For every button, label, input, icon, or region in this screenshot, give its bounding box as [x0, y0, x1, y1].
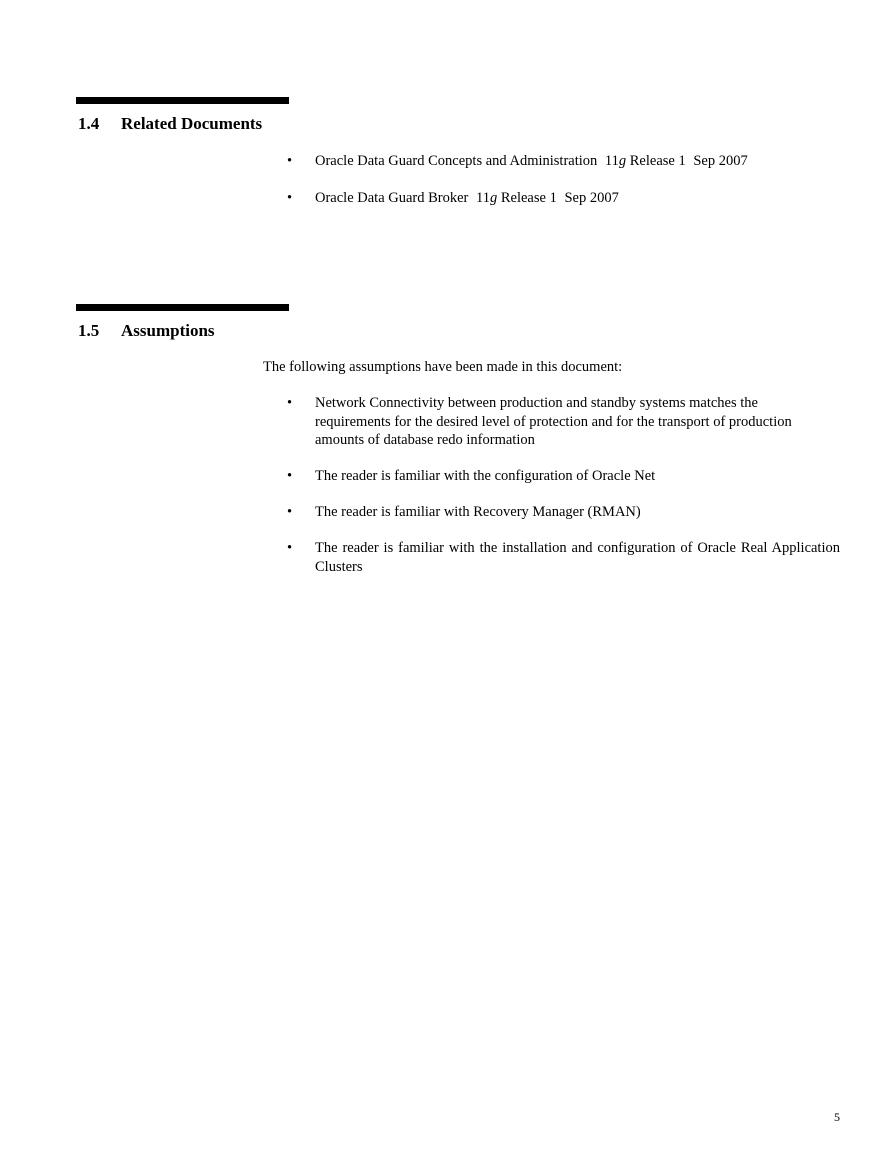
document-date: Sep 2007	[693, 153, 748, 169]
list-item	[263, 189, 840, 208]
assumptions-list	[263, 394, 840, 594]
section-heading-1-5	[78, 321, 215, 341]
document-date: Sep 2007	[564, 189, 619, 206]
bullet-icon: •	[287, 153, 293, 169]
assumptions-intro: The following assumptions have been made in this document:	[263, 359, 623, 375]
section-rule-1-5	[76, 304, 289, 311]
section-title: Assumptions	[121, 321, 215, 340]
bullet-icon: •	[287, 540, 293, 556]
section-rule-1-4	[76, 97, 289, 104]
document-version: 11	[476, 189, 490, 206]
assumption-text: The reader is familiar with the installation and configuration of Oracle Real Application Clusters	[315, 540, 840, 575]
section-title: Related Documents	[121, 114, 263, 133]
assumption-text: The reader is familiar with Recovery Manager (RMAN)	[315, 504, 641, 520]
bullet-icon: •	[287, 468, 293, 484]
assumption-text: The reader is familiar with the configuration of Oracle Net	[315, 468, 656, 484]
document-release: Release 1	[500, 189, 557, 206]
document-name: Oracle Data Guard Broker	[315, 189, 469, 206]
page-number: 5	[834, 1110, 840, 1124]
list-item	[263, 503, 840, 522]
document-release: Release 1	[629, 153, 686, 169]
bullet-icon: •	[287, 395, 293, 411]
list-item	[263, 539, 840, 576]
bullet-icon: •	[287, 189, 293, 206]
document-version-suffix: g	[489, 189, 498, 206]
bullet-icon: •	[287, 504, 293, 520]
section-heading-1-4	[78, 114, 262, 134]
section-number: 1.4	[78, 114, 100, 133]
list-item	[263, 467, 840, 486]
section-number: 1.5	[78, 321, 100, 340]
list-item	[263, 394, 840, 450]
assumption-text: Network Connectivity between production and standby systems matches the requirements for the desired level of protection and for the transport of production amounts of database redo information	[315, 395, 792, 448]
list-item	[263, 152, 840, 171]
related-documents-list	[263, 152, 840, 225]
document-version: 11	[604, 153, 619, 169]
document-name: Oracle Data Guard Concepts and Administration	[315, 153, 598, 169]
document-version-suffix: g	[618, 153, 627, 169]
